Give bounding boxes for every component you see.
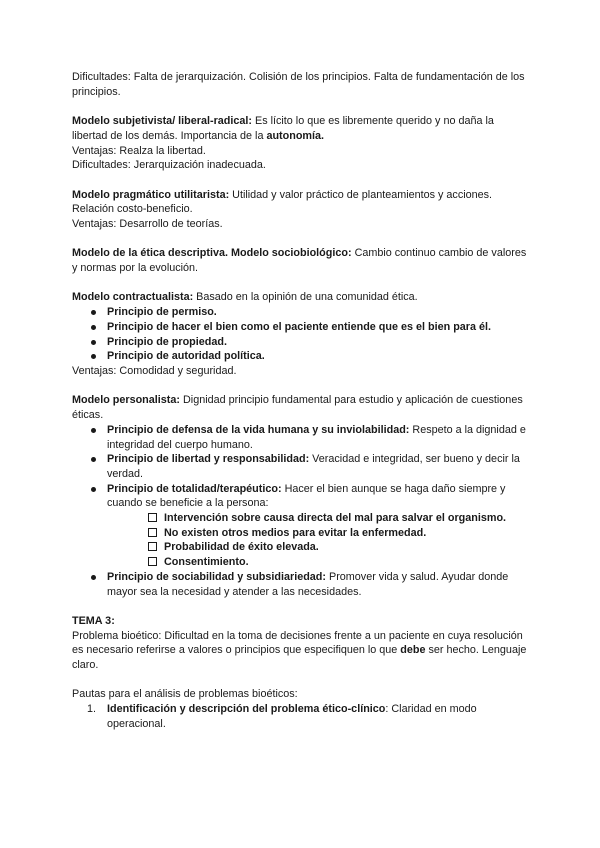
pragmatico-ventajas: Ventajas: Desarrollo de teorías. (72, 218, 223, 230)
subjetivista-dificultades: Dificultades: Jerarquización inadecuada. (72, 159, 266, 172)
checklist-item (164, 511, 532, 526)
checklist-item-text: Consentimiento. (164, 556, 249, 569)
checkbox-icon[interactable] (148, 542, 157, 551)
list-item-text: Hacer el bien aunque se haga daño siempre y cuando se beneficie a la persona: (107, 482, 506, 510)
checkbox-icon[interactable] (148, 513, 157, 522)
subjetivista-paragraph (72, 114, 532, 143)
list-item-text: Respeto a la dignidad e integridad del cuerpo humano. (107, 423, 526, 451)
descriptiva-paragraph (72, 246, 532, 275)
list-item-text: Veracidad e integridad, ser bueno y decir la verdad. (107, 453, 520, 480)
descriptiva-title: Modelo de la ética descriptiva. Modelo sociobiológico: (72, 247, 352, 260)
tema3-problem-pre: Problema bioético: Dificultad en la toma de decisiones frente a un paciente en cuya resolución es necesario referirse a valores o principios que especifiquen lo que (72, 629, 523, 657)
list-number: 1. (87, 703, 97, 716)
pautas-list (72, 702, 532, 731)
pragmatico-text: Utilidad y valor práctico de planteamientos y acciones. Relación costo-beneficio. (72, 188, 493, 216)
contractualista-ventajas: Ventajas: Comodidad y seguridad. (72, 365, 237, 377)
personalista-text: Dignidad principio fundamental para estudio y aplicación de cuestiones éticas. (72, 394, 523, 422)
list-item (107, 320, 532, 335)
list-item (107, 335, 532, 350)
list-item (107, 349, 532, 364)
descriptiva-text: Cambio continuo cambio de valores y normas por la evolución. (72, 247, 527, 275)
checkbox-icon[interactable] (148, 557, 157, 566)
checklist-item-text: No existen otros medios para evitar la enfermedad. (164, 526, 427, 539)
checklist-item-text: Intervención sobre causa directa del mal para salvar el organismo. (164, 512, 507, 525)
subjetivista-title: Modelo subjetivista/ liberal-radical: (72, 115, 252, 128)
tema3-problem (72, 629, 532, 673)
list-item (107, 423, 532, 452)
list-item-bold: Principio de sociabilidad y subsidiariedad: (107, 570, 326, 583)
list-item (107, 482, 532, 570)
contractualista-title: Modelo contractualista: (72, 291, 194, 304)
list-item (107, 570, 532, 599)
checklist-item (164, 555, 532, 570)
list-item-text: Principio de permiso. (107, 306, 217, 319)
personalista-paragraph (72, 393, 532, 422)
list-item-text: Promover vida y salud. Ayudar donde mayor sea la necesidad y atender a las necesidades. (107, 570, 509, 598)
list-item-text: : Claridad en modo operacional. (107, 703, 477, 730)
list-item-bold: Principio de defensa de la vida humana y su inviolabilidad: (107, 423, 410, 436)
list-item-text: Principio de autoridad política. (107, 350, 265, 363)
list-item-text: Principio de hacer el bien como el paciente entiende que es el bien para él. (107, 320, 492, 333)
checklist-item-text: Probabilidad de éxito elevada. (164, 541, 319, 554)
checklist (107, 511, 532, 570)
tema3-heading-text: TEMA 3: (72, 614, 115, 627)
subjetivista-text: Es lícito lo que es libremente querido y no daña la libertad de los demás. Importancia de la (72, 115, 494, 142)
tema3-problem-bold: debe (400, 644, 426, 657)
contractualista-paragraph (72, 290, 532, 305)
list-item (107, 305, 532, 320)
tema3-pautas: Pautas para el análisis de problemas bioéticos: (72, 688, 298, 701)
list-item-bold: Principio de totalidad/terapéutico: (107, 482, 282, 495)
checkbox-icon[interactable] (148, 528, 157, 537)
personalista-title: Modelo personalista: (72, 394, 180, 407)
list-item (87, 702, 532, 731)
contractualista-list (72, 305, 532, 364)
tema3-problem-post: ser hecho. Lenguaje claro. (72, 644, 527, 672)
contractualista-text: Basado en la opinión de una comunidad ética. (193, 291, 418, 304)
list-item (107, 452, 532, 481)
tema3-heading (72, 614, 532, 629)
personalista-list (72, 423, 532, 599)
pragmatico-paragraph (72, 188, 532, 217)
subjetivista-bold-tail: autonomía. (266, 129, 325, 142)
subjetivista-ventajas: Ventajas: Realza la libertad. (72, 144, 206, 157)
pragmatico-title: Modelo pragmático utilitarista: (72, 188, 230, 201)
list-item-bold: Identificación y descripción del problema ético-clínico (107, 703, 386, 716)
document-page (72, 70, 532, 732)
checklist-item (164, 526, 532, 541)
list-item-bold: Principio de libertad y responsabilidad: (107, 453, 310, 466)
intro-difficulties: Dificultades: Falta de jerarquización. Colisión de los principios. Falta de fundamentación de los principios. (72, 71, 525, 98)
list-item-text: Principio de propiedad. (107, 335, 227, 348)
checklist-item (164, 540, 532, 555)
